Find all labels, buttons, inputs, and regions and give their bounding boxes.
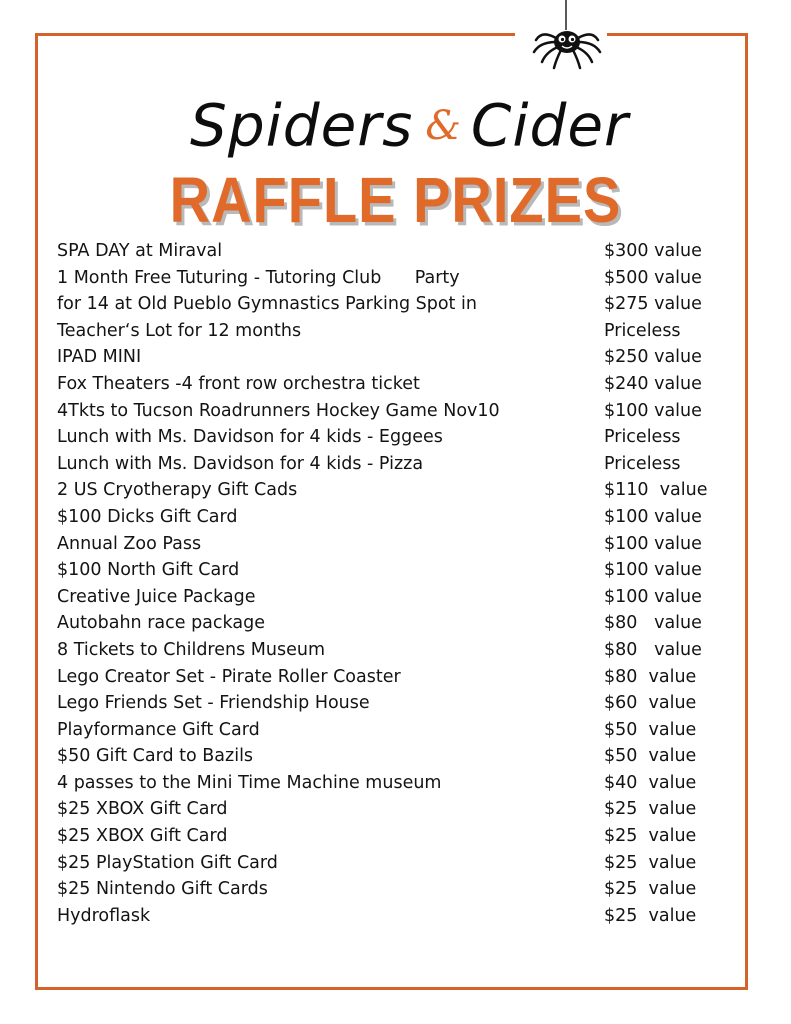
prize-row xyxy=(57,238,717,265)
prize-value: $300 value xyxy=(604,241,702,261)
prize-value: Priceless xyxy=(604,320,681,341)
prize-name: Autobahn race package xyxy=(57,613,265,634)
prize-value: $50 value xyxy=(604,746,697,767)
prize-row xyxy=(57,531,717,558)
prize-row xyxy=(57,318,717,345)
prize-name: $25 Nintendo Gift Cards xyxy=(57,879,268,900)
prize-value: $100 value xyxy=(604,560,702,581)
prize-name: $100 North Gift Card xyxy=(57,560,240,581)
prize-name: IPAD MINI xyxy=(57,347,142,368)
prize-name: Hydroflask xyxy=(57,905,151,926)
prize-row xyxy=(57,637,717,664)
prize-value: $100 value xyxy=(604,586,702,607)
prize-row xyxy=(57,398,717,425)
prize-row xyxy=(57,451,717,478)
prize-name: $25 XBOX Gift Card xyxy=(57,826,228,847)
prize-name: $100 Dicks Gift Card xyxy=(57,506,238,527)
logo-word-spiders: Spiders xyxy=(190,91,414,160)
prize-row xyxy=(57,610,717,637)
prize-value: $500 value xyxy=(604,267,702,288)
prize-name: Playformance Gift Card xyxy=(57,719,260,740)
prize-name: Lego Friends Set - Friendship House xyxy=(57,693,370,714)
prize-name: 4Tkts to Tucson Roadrunners Hockey Game Nov10 xyxy=(57,400,500,421)
prize-row xyxy=(57,291,717,318)
prize-value: Priceless xyxy=(604,453,681,474)
prize-value: $80 value xyxy=(604,639,702,660)
logo-word-cider: Cider xyxy=(470,91,629,160)
prize-value: $25 value xyxy=(604,799,697,820)
prize-value: $110 value xyxy=(604,480,708,501)
prize-name: Fox Theaters -4 front row orchestra ticket xyxy=(57,373,420,394)
prize-value: $25 value xyxy=(604,905,697,926)
prize-name: Lunch with Ms. Davidson for 4 kids - Eggees xyxy=(57,427,443,448)
prize-value: Priceless xyxy=(604,427,681,448)
prize-row xyxy=(57,823,717,850)
prize-value: $25 value xyxy=(604,879,697,900)
prize-value: $60 value xyxy=(604,693,697,714)
prize-row xyxy=(57,770,717,797)
prize-row xyxy=(57,876,717,903)
prize-value: $100 value xyxy=(604,533,702,554)
prize-row xyxy=(57,265,717,292)
prize-row xyxy=(57,690,717,717)
prize-value: $250 value xyxy=(604,347,702,368)
prize-value: $80 value xyxy=(604,666,697,687)
prize-row xyxy=(57,371,717,398)
prize-name: Teacher‘s Lot for 12 months xyxy=(57,320,302,341)
prize-name: Lego Creator Set - Pirate Roller Coaster xyxy=(57,666,401,687)
prize-value: $240 value xyxy=(604,373,702,394)
prize-row xyxy=(57,504,717,531)
logo-ampersand: & xyxy=(425,102,461,149)
prize-value: $80 value xyxy=(604,613,702,634)
prize-name: 8 Tickets to Childrens Museum xyxy=(57,639,325,660)
page-title: RAFFLE PRIZES xyxy=(169,163,622,236)
event-logo xyxy=(150,40,650,160)
prize-list xyxy=(57,238,717,929)
prize-name: Creative Juice Package xyxy=(57,586,256,607)
prize-row xyxy=(57,850,717,877)
prize-value: $25 value xyxy=(604,826,697,847)
prize-name: Lunch with Ms. Davidson for 4 kids - Pizza xyxy=(57,453,424,474)
prize-name: 1 Month Free Tuturing - Tutoring Club Party xyxy=(57,267,460,288)
prize-row xyxy=(57,743,717,770)
prize-row xyxy=(57,477,717,504)
prize-value: $40 value xyxy=(604,772,697,793)
prize-name: $50 Gift Card to Bazils xyxy=(57,746,254,767)
prize-row xyxy=(57,903,717,930)
prize-value: $25 value xyxy=(604,852,697,873)
prize-value: $275 value xyxy=(604,294,702,315)
prize-row xyxy=(57,557,717,584)
prize-value: $50 value xyxy=(604,719,697,740)
prize-row xyxy=(57,584,717,611)
prize-name: Annual Zoo Pass xyxy=(57,533,202,554)
prize-value: $100 value xyxy=(604,506,702,527)
prize-name: 2 US Cryotherapy Gift Cads xyxy=(57,480,298,501)
prize-value: $100 value xyxy=(604,400,702,421)
prize-row xyxy=(57,717,717,744)
prize-name: for 14 at Old Pueblo Gymnastics Parking Spot in xyxy=(57,294,477,315)
prize-name: 4 passes to the Mini Time Machine museum xyxy=(57,772,442,793)
prize-name: $25 XBOX Gift Card xyxy=(57,799,228,820)
prize-row xyxy=(57,344,717,371)
prize-row xyxy=(57,664,717,691)
prize-name: SPA DAY at Miraval xyxy=(57,241,223,261)
prize-name: $25 PlayStation Gift Card xyxy=(57,852,278,873)
prize-row xyxy=(57,424,717,451)
prize-row xyxy=(57,796,717,823)
